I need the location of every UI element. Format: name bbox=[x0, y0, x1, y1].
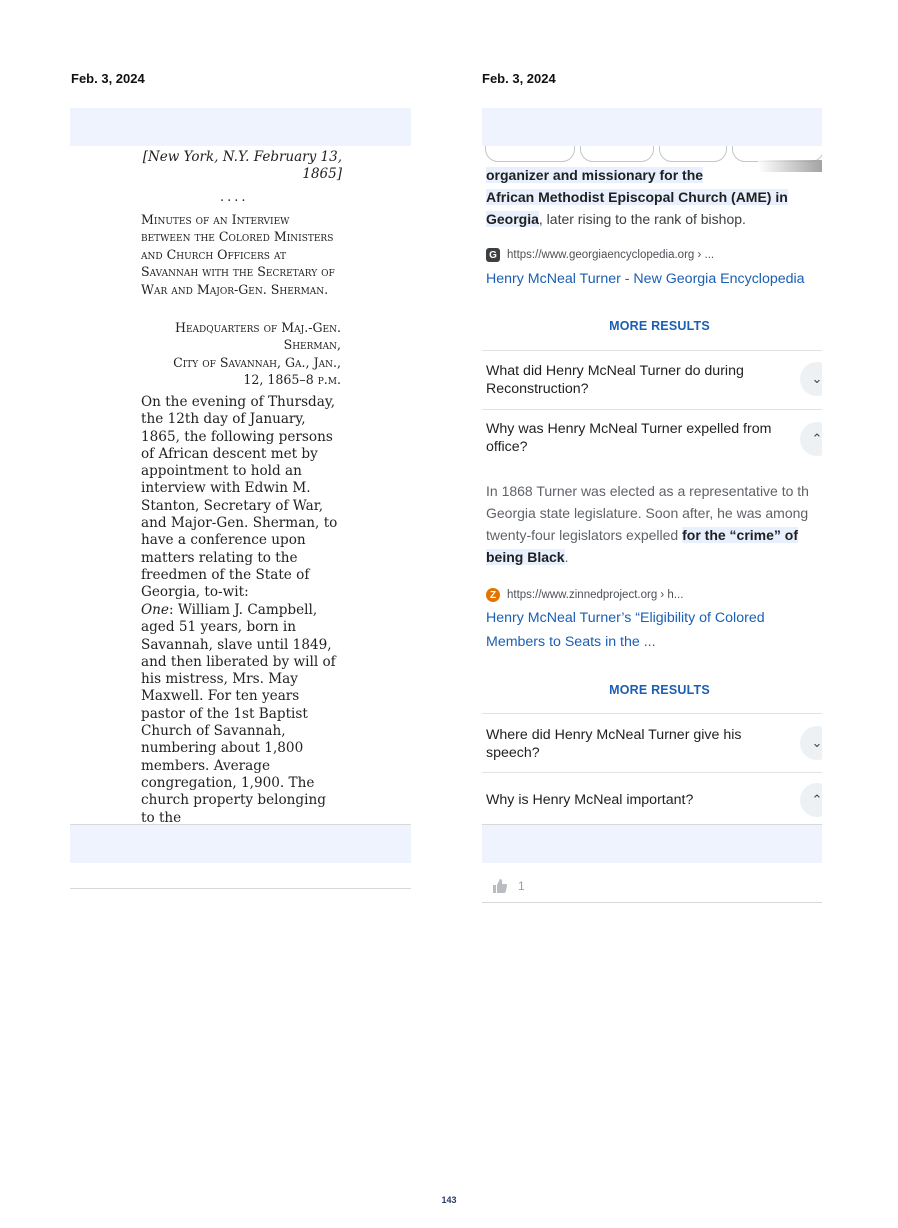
left-top-bar bbox=[70, 108, 411, 146]
date-right: Feb. 3, 2024 bbox=[482, 71, 556, 86]
source-1-title-link[interactable]: Henry McNeal Turner - New Georgia Encyclopedia bbox=[486, 271, 805, 287]
book-hq-line1: Headquarters of Maj.-Gen. Sherman, bbox=[175, 320, 341, 353]
filter-chip-3[interactable] bbox=[659, 146, 727, 162]
answer-line-2: Georgia state legislature. Soon after, he was among bbox=[486, 505, 809, 521]
book-paragraph-2-rest: : William J. Campbell, aged 51 years, born in Savannah, slave until 1849, and then liberated by will of his mistress, Mrs. May Maxwell. For ten years pastor of the 1st Baptist Church of Savannah, numbering about 1,800 members. Average congregation, 1,900. The church property belonging to the bbox=[141, 602, 336, 824]
chevron-down-icon[interactable]: ⌄ bbox=[800, 726, 822, 760]
snippet-1-rest: , later rising to the rank of bishop. bbox=[538, 211, 746, 227]
source-2-url: https://www.zinnedproject.org › h... bbox=[507, 589, 684, 601]
filter-chip-1[interactable] bbox=[485, 146, 575, 162]
book-paragraph-1: On the evening of Thursday, the 12th day of January, 1865, the following persons of African descent met by appointment to hold an interview with Edwin M. Stanton, Secretary of War, and Major-Gen. Sherman, to have a conference upon matters relating to the freedmen of the State of Georgia, to-wit: bbox=[141, 394, 338, 601]
source-2-title-link[interactable]: Henry McNeal Turner’s “Eligibility of Colored Members to Seats in the ... bbox=[486, 610, 765, 650]
snippet-1-highlight-a: organizer and missionary for the bbox=[486, 167, 704, 183]
book-paragraph-2 bbox=[141, 602, 341, 824]
source-1-url: https://www.georgiaencyclopedia.org › ... bbox=[507, 249, 715, 261]
book-minutes-title: Minutes of an Interview between the Colored Ministers and Church Officers at Savannah with the Secretary of War and Major-Gen. Sherman. bbox=[141, 212, 335, 297]
zinn-project-favicon-icon: Z bbox=[486, 588, 500, 602]
chevron-down-icon[interactable]: ⌄ bbox=[800, 362, 822, 396]
source-1[interactable] bbox=[486, 248, 714, 262]
page-number: 143 bbox=[441, 1195, 457, 1205]
answer-line-4-highlight: being Black bbox=[486, 549, 565, 565]
left-bottom-bar bbox=[70, 825, 411, 863]
right-top-bar bbox=[482, 108, 822, 146]
thumbs-up-icon[interactable] bbox=[492, 878, 508, 894]
right-footer-divider bbox=[482, 902, 822, 903]
book-headquarters bbox=[153, 319, 341, 389]
right-bottom-bar bbox=[482, 825, 822, 863]
faq-divider-3 bbox=[482, 713, 822, 714]
more-results-button-1[interactable]: MORE RESULTS bbox=[609, 319, 710, 333]
more-results-button-2[interactable]: MORE RESULTS bbox=[609, 683, 710, 697]
book-dateline-line2: 1865] bbox=[302, 166, 342, 182]
book-dateline bbox=[140, 149, 342, 183]
georgia-encyclopedia-favicon-icon: G bbox=[486, 248, 500, 262]
search-results-screenshot bbox=[482, 146, 822, 824]
book-page-scan bbox=[70, 144, 411, 824]
left-footer-divider bbox=[70, 888, 411, 889]
answer-line-3-start: twenty-four legislators expelled bbox=[486, 527, 683, 543]
answer-line-1: In 1868 Turner was elected as a representative to th bbox=[486, 483, 809, 499]
book-paragraph-2-lead: One bbox=[141, 602, 169, 618]
chevron-up-icon[interactable]: ⌃ bbox=[800, 783, 822, 817]
answer-line-3-highlight: for the “crime” of bbox=[682, 527, 799, 543]
faq-divider-4 bbox=[482, 772, 822, 773]
filter-chip-2[interactable] bbox=[580, 146, 654, 162]
snippet-1 bbox=[486, 164, 816, 230]
faq-answer-2 bbox=[486, 480, 822, 568]
like-count: 1 bbox=[518, 879, 525, 893]
faq-divider-2 bbox=[482, 409, 822, 410]
answer-line-4-end: . bbox=[564, 549, 569, 565]
snippet-1-highlight-b: African Methodist Episcopal Church (AME) in Georgia bbox=[486, 189, 788, 227]
book-dateline-line1: [New York, N.Y. February 13, bbox=[142, 149, 342, 165]
book-ellipsis: .... bbox=[220, 190, 249, 205]
faq-question-4[interactable]: Why is Henry McNeal important? bbox=[486, 792, 694, 808]
faq-question-2[interactable]: Why was Henry McNeal Turner expelled from office? bbox=[486, 421, 772, 455]
faq-divider-1 bbox=[482, 350, 822, 351]
source-2[interactable] bbox=[486, 588, 683, 602]
book-hq-line2: City of Savannah, Ga., Jan., 12, 1865–8 p.m. bbox=[173, 354, 341, 388]
like-counter[interactable] bbox=[492, 878, 525, 894]
date-left: Feb. 3, 2024 bbox=[71, 71, 145, 86]
faq-question-3[interactable]: Where did Henry McNeal Turner give his speech? bbox=[486, 727, 742, 761]
faq-question-1[interactable]: What did Henry McNeal Turner do during Reconstruction? bbox=[486, 363, 744, 397]
chevron-up-icon[interactable]: ⌃ bbox=[800, 422, 822, 456]
